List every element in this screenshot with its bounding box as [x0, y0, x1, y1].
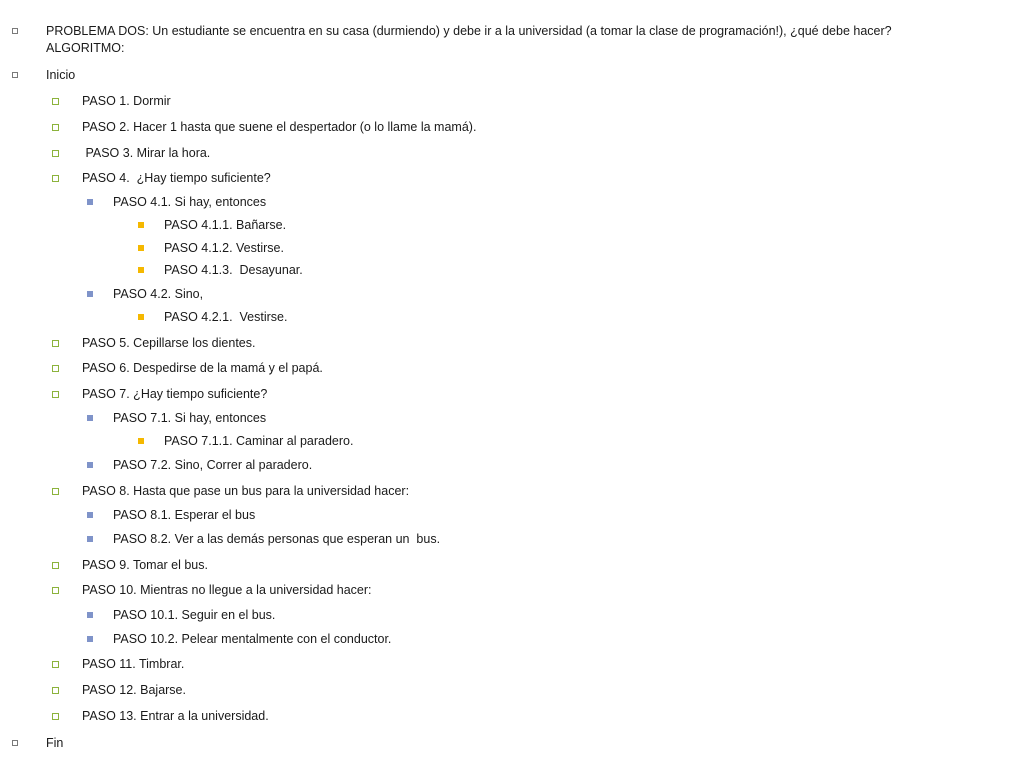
step-6-text: PASO 6. Despedirse de la mamá y el papá. — [82, 361, 323, 375]
inicio-label: Inicio — [46, 68, 76, 82]
step-8-1-text: PASO 8.1. Esperar el bus — [113, 508, 256, 522]
blue-square-bullet-icon — [87, 199, 93, 205]
step-10-2-text: PASO 10.2. Pelear mentalmente con el conductor. — [113, 632, 392, 646]
step-4-2-1-text: PASO 4.2.1. Vestirse. — [164, 310, 288, 324]
green-square-bullet-icon — [52, 340, 59, 347]
step-3-text: PASO 3. Mirar la hora. — [82, 146, 211, 160]
amber-square-bullet-icon — [138, 267, 144, 273]
step-9-text: PASO 9. Tomar el bus. — [82, 558, 208, 572]
step-1-text: PASO 1. Dormir — [82, 94, 171, 108]
blue-square-bullet-icon — [87, 636, 93, 642]
blue-square-bullet-icon — [87, 415, 93, 421]
green-square-bullet-icon — [52, 661, 59, 668]
step-12-text: PASO 12. Bajarse. — [82, 683, 186, 697]
step-11-text: PASO 11. Timbrar. — [82, 657, 185, 671]
amber-square-bullet-icon — [138, 438, 144, 444]
step-4-1-2-text: PASO 4.1.2. Vestirse. — [164, 241, 284, 255]
fin-label: Fin — [46, 736, 64, 750]
step-7-1-text: PASO 7.1. Si hay, entonces — [113, 411, 267, 425]
step-4-1-text: PASO 4.1. Si hay, entonces — [113, 195, 267, 209]
step-13-text: PASO 13. Entrar a la universidad. — [82, 709, 269, 723]
hollow-square-bullet-icon — [12, 72, 18, 78]
amber-square-bullet-icon — [138, 222, 144, 228]
amber-square-bullet-icon — [138, 245, 144, 251]
blue-square-bullet-icon — [87, 612, 93, 618]
green-square-bullet-icon — [52, 713, 59, 720]
green-square-bullet-icon — [52, 124, 59, 131]
hollow-square-bullet-icon — [12, 740, 18, 746]
step-2-text: PASO 2. Hacer 1 hasta que suene el despertador (o lo llame la mamá). — [82, 120, 477, 134]
green-square-bullet-icon — [52, 488, 59, 495]
green-square-bullet-icon — [52, 687, 59, 694]
step-8-2-text: PASO 8.2. Ver a las demás personas que esperan un bus. — [113, 532, 441, 546]
step-4-text: PASO 4. ¿Hay tiempo suficiente? — [82, 171, 271, 185]
step-4-1-1-text: PASO 4.1.1. Bañarse. — [164, 218, 287, 232]
problem-line-2: ALGORITMO: — [46, 41, 125, 55]
green-square-bullet-icon — [52, 587, 59, 594]
step-7-2-text: PASO 7.2. Sino, Correr al paradero. — [113, 458, 313, 472]
blue-square-bullet-icon — [87, 512, 93, 518]
step-7-1-1-text: PASO 7.1.1. Caminar al paradero. — [164, 434, 354, 448]
blue-square-bullet-icon — [87, 291, 93, 297]
problem-line-1: PROBLEMA DOS: Un estudiante se encuentra en su casa (durmiendo) y debe ir a la universidad (a tomar la clase de programación!), ¿qué debe hacer? — [46, 24, 892, 38]
green-square-bullet-icon — [52, 175, 59, 182]
step-8-text: PASO 8. Hasta que pase un bus para la universidad hacer: — [82, 484, 410, 498]
step-5-text: PASO 5. Cepillarse los dientes. — [82, 336, 256, 350]
amber-square-bullet-icon — [138, 314, 144, 320]
green-square-bullet-icon — [52, 98, 59, 105]
green-square-bullet-icon — [52, 562, 59, 569]
step-10-1-text: PASO 10.1. Seguir en el bus. — [113, 608, 276, 622]
step-4-1-3-text: PASO 4.1.3. Desayunar. — [164, 263, 303, 277]
step-10-text: PASO 10. Mientras no llegue a la universidad hacer: — [82, 583, 372, 597]
step-4-2-text: PASO 4.2. Sino, — [113, 287, 204, 301]
step-7-text: PASO 7. ¿Hay tiempo suficiente? — [82, 387, 268, 401]
green-square-bullet-icon — [52, 150, 59, 157]
hollow-square-bullet-icon — [12, 28, 18, 34]
green-square-bullet-icon — [52, 365, 59, 372]
blue-square-bullet-icon — [87, 536, 93, 542]
blue-square-bullet-icon — [87, 462, 93, 468]
green-square-bullet-icon — [52, 391, 59, 398]
